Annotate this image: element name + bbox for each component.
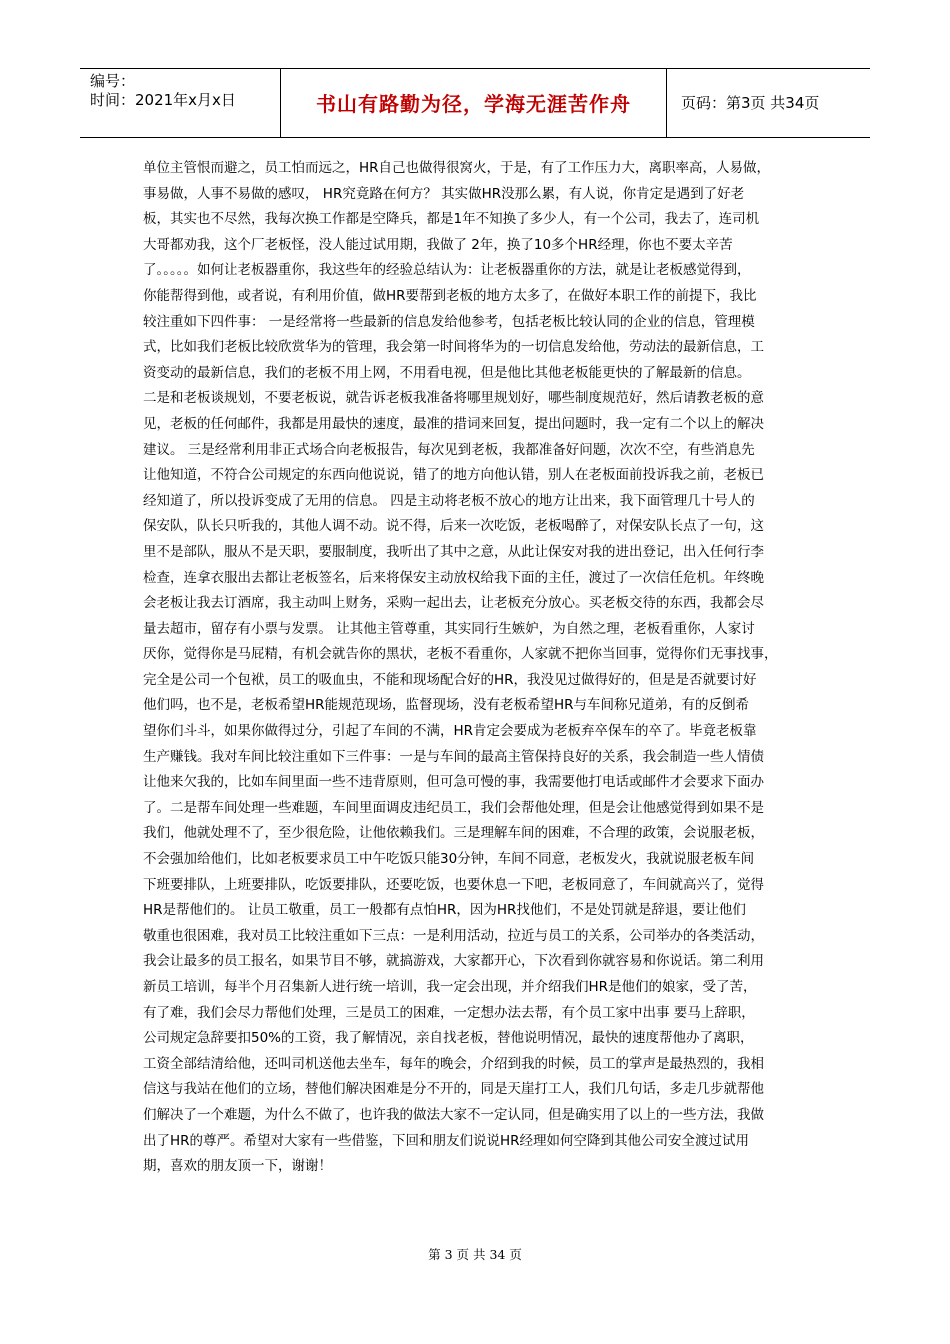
body-line: 完全是公司一个包袱，员工的吸血虫，不能和现场配合好的HR，我没见过做得好的，但是是否就要讨好 [143, 671, 757, 688]
body-line: 公司规定急辞要扣50%的工资，我了解情况，亲自找老板，替他说明情况，最快的速度帮他办了离职， [143, 1030, 754, 1047]
body-line: 们解决了一个难题，为什么不做了，也许我的做法大家不一定认同，但是确实用了以上的一些方法，我做 [143, 1106, 764, 1123]
body-line: 你能帮得到他，或者说，有利用价值，做HR要帮到老板的地方太多了，在做好本职工作的前提下，我比 [143, 287, 757, 304]
body-line: 新员工培训，每半个月召集新人进行统一培训，我一定会出现，并介绍我们HR是他们的娘家，受了苦， [143, 979, 757, 995]
body-line: 厌你，觉得你是马屁精，有机会就告你的黑状，老板不看重你，人家就不把你当回事，觉得你们无事找事， [143, 646, 778, 663]
body-line: 式，比如我们老板比较欣赏华为的管理，我会第一时间将华为的一切信息发给他，劳动法的最新信息，工 [143, 339, 764, 356]
body-line: 让他来欠我的，比如车间里面一些不违背原则，但可急可慢的事，我需要他打电话或邮件才会要求下面办 [143, 774, 764, 791]
body-line: 敬重也很困难，我对员工比较注重如下三点：一是利用活动，拉近与员工的关系，公司举办的各类活动， [143, 927, 764, 944]
header-page-number: 页码：第3页 共34页 [681, 94, 820, 112]
body-line: 二是和老板谈规划，不要老板说，就告诉老板我准备将哪里规划好，哪些制度规范好，然后请教老板的意 [143, 390, 764, 407]
body-line: 有了难，我们会尽力帮他们处理，三是员工的困难，一定想办法去帮，有个员工家中出事 要马上辞职， [143, 1004, 755, 1021]
body-line: 让他知道，不符合公司规定的东西向他说说，错了的地方向他认错，别人在老板面前投诉我之前，老板已 [143, 467, 764, 484]
body-line: 事易做，人事不易做的感叹， HR究竟路在何方？ 其实做HR没那么累，有人说，你肯定是遇到了好老 [143, 185, 745, 202]
body-line: 下班要排队，上班要排队，吃饭要排队，还要吃饭，也要休息一下吧，老板同意了，车间就高兴了，觉得 [143, 876, 764, 893]
page-header [80, 68, 870, 138]
document-date-label: 时间：2021年x月x日 [90, 91, 236, 109]
header-pager-cell [667, 69, 870, 137]
body-line: 不会强加给他们，比如老板要求员工中午吃饭只能30分钟，车间不同意，老板发火，我就说服老板车间 [143, 851, 755, 868]
body-line: 板，其实也不尽然，我每次换工作都是空降兵，都是1年不知换了多少人，有一个公司，我去了，连司机 [143, 211, 760, 228]
body-line: 建议。 三是经常利用非正式场合向老板报告，每次见到老板，我都准备好问题，次次不空，有些消息先 [143, 441, 755, 458]
header-motto: 书山有路勤为径，学海无涯苦作舟 [316, 92, 631, 116]
body-line: 了。。。。。如何让老板器重你，我这些年的经验总结认为：让老板器重你的方法，就是让老板感觉得到， [143, 262, 751, 279]
body-line: 检查，连拿衣服出去都让老板签名，后来将保安主动放权给我下面的主任，渡过了一次信任危机。年终晚 [143, 569, 764, 586]
body-line: HR是帮他们的。 让员工敬重，员工一般都有点怕HR，因为HR找他们，不是处罚就是辞退，要让他们 [143, 902, 746, 919]
body-line: 大哥都劝我，这个厂老板怪，没人能过试用期，我做了 2年，换了10多个HR经理，你也不要太辛苦 [143, 236, 733, 253]
body-line: 我会让最多的员工报名，如果节目不够，就搞游戏，大家都开心，下次看到你就容易和你说话。第二利用 [143, 953, 764, 970]
body-line: 生产赚钱。我对车间比较注重如下三件事：一是与车间的最高主管保持良好的关系，我会制造一些人情债 [143, 748, 764, 765]
body-line: 量去超市，留存有小票与发票。 让其他主管尊重，其实同行生嫉妒，为自然之理，老板看重你，人家讨 [143, 620, 755, 637]
article-body [143, 156, 808, 1180]
body-line: 经知道了，所以投诉变成了无用的信息。 四是主动将老板不放心的地方让出来，我下面管理几十号人的 [143, 492, 755, 509]
body-line: 保安队，队长只听我的，其他人调不动。说不得，后来一次吃饭，老板喝醉了，对保安队长点了一句，这 [143, 518, 764, 535]
body-line: 期，喜欢的朋友顶一下，谢谢！ [143, 1158, 332, 1175]
body-line: 工资全部结清给他，还叫司机送他去坐车，每年的晚会，介绍到我的时候，员工的掌声是最热烈的，我相 [143, 1055, 764, 1072]
page-footer: 第 3 页 共 34 页 [428, 1247, 522, 1262]
body-line: 我们，他就处理不了，至少很危险，让他依赖我们。三是理解车间的困难，不合理的政策，会说服老板， [143, 825, 764, 842]
body-line: 会老板让我去订酒席，我主动叫上财务，采购一起出去，让老板充分放心。买老板交待的东西，我都会尽 [143, 595, 764, 612]
document-code-label: 编号： [90, 72, 136, 90]
body-line: 资变动的最新信息，我们的老板不用上网，不用看电视，但是他比其他老板能更快的了解最新的信息。 [143, 364, 751, 381]
header-meta-cell [80, 69, 281, 137]
body-line: 里不是部队，服从不是天职，要服制度，我听出了其中之意，从此让保安对我的进出登记，出入任何行李 [143, 543, 764, 560]
body-line: 较注重如下四件事： 一是经常将一些最新的信息发给他参考，包括老板比较认同的企业的信息，管理模 [143, 313, 755, 330]
body-line: 望你们斗斗，如果你做得过分，引起了车间的不满，HR肯定会要成为老板弃卒保车的卒了。毕竟老板靠 [143, 723, 757, 740]
body-line: 单位主管恨而避之，员工怕而远之，HR自己也做得很窝火，于是，有了工作压力大，离职率高，人易做， [143, 160, 771, 176]
body-line: 了。二是帮车间处理一些难题，车间里面调皮违纪员工，我们会帮他处理，但是会让他感觉得到如果不是 [143, 799, 764, 816]
header-motto-cell [281, 69, 667, 137]
body-line: 他们吗，也不是，老板希望HR能规范现场，监督现场，没有老板希望HR与车间称兄道弟，有的反倒希 [143, 697, 750, 714]
body-line: 见，老板的任何邮件，我都是用最快的速度，最准的措词来回复，提出问题时，我一定有二个以上的解决 [143, 415, 764, 432]
body-line: 出了HR的尊严。希望对大家有一些借鉴，下回和朋友们说说HR经理如何空降到其他公司安全渡过试用 [143, 1132, 750, 1149]
body-line: 信这与我站在他们的立场，替他们解决困难是分不开的，同是天崖打工人，我们几句话，多走几步就帮他 [143, 1081, 764, 1098]
